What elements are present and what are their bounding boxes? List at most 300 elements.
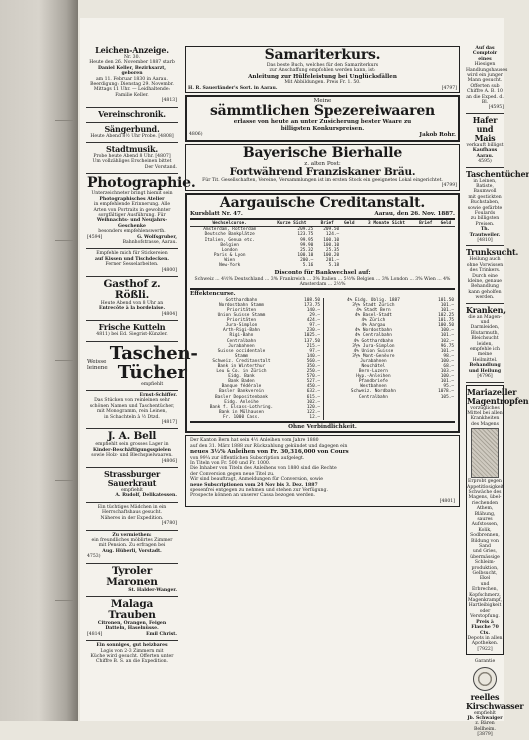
- text-line: Sodbrennen, Bildung von Sand: [470, 533, 500, 549]
- security-name: Bank in Winterthur: [217, 363, 266, 369]
- text-line: Unterzeichneter bringt hiemit sein: [91, 191, 173, 197]
- text-line: Ein tüchtiges Mädchen in ein: [97, 504, 167, 510]
- text-line: erlasse von heute an unter Zusicherung bester Waare zu: [233, 119, 412, 126]
- security-price: 173.75: [304, 302, 320, 308]
- security-name: 4% Centralbahn: [354, 333, 392, 339]
- security-price: 101.50: [438, 297, 454, 303]
- security-price: 101.—: [440, 333, 454, 339]
- kranken-title: Kranken,: [466, 304, 506, 315]
- text-line: empfiehlt: [473, 710, 497, 716]
- gasthof-ad: [86, 277, 178, 321]
- text-line: z. alten Post:: [304, 160, 341, 167]
- text-line: mit gestickten Buchstaben,: [468, 194, 502, 206]
- security-price: 95.—: [443, 384, 454, 390]
- security-name: 3½% Mont-Genèvre: [352, 353, 395, 359]
- text-line: in Leinen, Batiste, Baumwoll: [473, 178, 497, 195]
- stickerei-ad: [86, 249, 178, 277]
- security-price: 102.—: [306, 399, 320, 405]
- security-price: 101.—: [440, 307, 454, 313]
- security-price: 230.—: [306, 328, 320, 334]
- table-cell: Deutsche Bankplätze: [204, 232, 255, 238]
- sauerkraut-title: Strassburger Sauerkraut: [103, 469, 160, 489]
- advertiser-place: Bahnhofstrasse, Aarau.: [122, 239, 177, 245]
- vereinschronik-title: Vereinschronik.: [98, 108, 166, 119]
- table-cell: 200.—: [300, 257, 314, 263]
- text-line: Hiesigen Handlungshauses: [466, 62, 508, 73]
- security-price: 108.50: [304, 297, 320, 303]
- security-name: Gotthardbahn: [225, 297, 258, 303]
- security-name: Bank Baden: [228, 379, 255, 385]
- text-line: 4811) bei Ed. Siegrist-Künzler.: [96, 332, 168, 338]
- text-line: Herrschaftshaus gesucht.: [102, 510, 162, 516]
- text-line: kleine, genaue Behandlung: [467, 279, 503, 290]
- maedchen-ad: [86, 503, 178, 531]
- security-price: 101.—: [440, 379, 454, 385]
- security-name: Jura-Simplon: [225, 323, 258, 329]
- security-price: 140.—: [306, 307, 320, 313]
- text-line: mit Pension. Zu erfragen bei: [98, 543, 166, 549]
- disclaimer: Ohne Verbindlichkeit.: [288, 424, 357, 430]
- text-line: Der Vorstand.: [144, 164, 177, 170]
- death-notice-text: [87, 60, 177, 103]
- text-line: Empfehle mich für Stickereien: [96, 251, 168, 257]
- text-line: oder Verstopfung.: [470, 608, 500, 620]
- security-name: 4% Zürich: [361, 318, 386, 324]
- text-line: am 11. Februar 1830 in Aarau.: [96, 76, 168, 82]
- security-name: Union Suisse Stamm: [217, 313, 266, 319]
- security-name: Basler Bankverein: [218, 389, 264, 395]
- ad-code: [4806]: [161, 458, 177, 464]
- text-line: vorzügliches Mittel bei allen Krankheiten des Magens: [467, 405, 503, 427]
- comptoir-ad: [466, 44, 508, 114]
- empty-cell: [358, 263, 414, 268]
- seal-icon: [473, 667, 497, 691]
- text-line: Offerten sub Chiffre A. B. 10: [467, 83, 503, 95]
- text-line: Daniel Keller, Bezirksarzt, geboren: [98, 65, 166, 77]
- text-line: Depots in allen Apotheken.: [467, 635, 503, 647]
- security-name: Prioritäten: [226, 318, 256, 324]
- text-line: leiden, empfehle ich: [469, 341, 501, 353]
- mariazeller-title: Mariazeller Magentropfen: [467, 386, 529, 406]
- text-line: Logis von 2-3 Zimmern mit: [100, 648, 164, 654]
- text-line: auf den 31. März 1888 zur Rückzahlung gekündet und dagegen ein: [190, 443, 348, 449]
- text-line: auf Kissen und Tischdecken.: [94, 256, 170, 262]
- security-price: 122.—: [306, 409, 320, 415]
- ad-code: [4595]: [488, 105, 504, 111]
- security-price: 424.—: [306, 318, 320, 324]
- disconto-title: Disconto für Bankwechsel auf:: [274, 270, 371, 277]
- text-line: Schwäche des Magens, übel-: [468, 489, 502, 501]
- security-price: 102.—: [440, 338, 454, 344]
- text-line: Erprobt gegen Appetitlosigkeit: [467, 479, 504, 490]
- malaga-title: Malaga Trauben: [108, 597, 156, 621]
- table-cell: 100.10: [323, 242, 340, 248]
- security-name: Fr. 1000 Cass.: [222, 414, 260, 420]
- bierhalle-title: Bayerische Bierhalle: [242, 144, 403, 161]
- advertiser-name: H. R. Sauerländer's Sort. in Aarau.: [188, 85, 278, 91]
- text-line: Prospecte können an unserer Cassa bezogen werden.: [190, 493, 316, 499]
- text-line: verkauft billigst: [466, 142, 504, 148]
- kutteln-ad: [86, 321, 178, 341]
- text-line: des Trinkers. Durch eine: [469, 268, 501, 279]
- gasthof-title: Gasthof z. Rößli.: [103, 277, 161, 301]
- death-notice-title: Leichen-Anzeige.: [95, 45, 169, 55]
- security-name: Westbahnen: [360, 384, 387, 390]
- text-line: empfiehlt sein grosses Lager in: [95, 442, 169, 448]
- security-name: Rigi-Bahn: [229, 333, 254, 339]
- text-line: Probe heute Abend 8 Uhr. [4807]: [93, 154, 171, 160]
- table-header: Brief: [314, 221, 340, 227]
- security-name: Stamm: [234, 353, 249, 359]
- table-cell: Wien: [224, 257, 235, 263]
- spezerei-ad: [185, 95, 460, 142]
- security-price: 350.—: [306, 363, 320, 369]
- table-cell: 25.32: [300, 247, 314, 253]
- security-price: 29.—: [309, 313, 320, 319]
- security-price: 527.—: [306, 379, 320, 385]
- security-price: 12.—: [309, 414, 320, 420]
- advertiser-name: Emil Christ.: [146, 631, 177, 637]
- kutteln-title: Frische Kutteln: [98, 322, 166, 333]
- ad-code: [4817]: [161, 420, 177, 426]
- ad-code: 4806): [189, 132, 203, 138]
- advertiser-name: Jakob Rohr.: [419, 132, 456, 139]
- text-line: Kinder-Beschäftigungsspielen: [92, 447, 172, 453]
- mariazeller-ad: [466, 385, 529, 656]
- security-price: 100.—: [440, 374, 454, 380]
- table-cell: 124.—: [325, 232, 340, 238]
- ad-code: [4797]: [441, 85, 457, 91]
- table-header: Geld: [340, 221, 358, 227]
- table-cell: 25.35: [325, 247, 340, 253]
- table-cell: 209.50: [323, 227, 340, 233]
- text-line: zu billigsten Preisen.: [470, 216, 500, 227]
- security-name: Jurabahnen: [360, 358, 387, 364]
- security-name: Prioritäten: [226, 307, 256, 313]
- security-name: Suisse occidentale: [217, 348, 266, 354]
- security-price: 102.25: [438, 313, 454, 319]
- table-cell: Amsterdam, Rotterdam: [203, 227, 257, 233]
- table-cell: 5.16: [302, 263, 314, 269]
- security-price: 560.—: [306, 358, 320, 364]
- text-line: saures Aufstossen, Kolik,: [471, 516, 499, 533]
- vermiethen-title: Zu vermiethen:: [112, 532, 152, 538]
- effektencurse-title: Effektencurse.: [190, 291, 236, 298]
- security-name: Jurabahnen: [228, 343, 255, 349]
- medicine-bottle-illustration: [471, 428, 499, 478]
- security-price: 632.—: [306, 389, 320, 395]
- security-price: 1078.—: [438, 389, 454, 395]
- ad-code: [4801]: [439, 498, 455, 504]
- text-line: Familie Keller.: [115, 92, 149, 98]
- text-line: und Erbrechen, Kopfschmerz,: [469, 581, 501, 598]
- security-name: 4% Aargau: [361, 323, 386, 329]
- advertiser-place: z. Bären Bellheim.: [474, 721, 496, 732]
- security-name: Nordostbahn Stamm: [218, 302, 264, 308]
- text-line: Das Stücken von reinleinen sehr: [94, 398, 170, 404]
- ad-code: [4780]: [161, 521, 177, 527]
- text-line: Mittags 11 Uhr. — Leidhaltende:: [93, 87, 171, 93]
- security-name: Bank in Mülhausen: [218, 409, 264, 415]
- effektencurse-tables: [190, 298, 455, 420]
- security-name: 4% Stadt Bern: [356, 307, 391, 313]
- security-price: 101.75: [438, 318, 454, 324]
- table-row: [190, 263, 455, 268]
- security-price: 96.75: [440, 343, 454, 349]
- text-line: in Schachteln à ½ Dtzd.: [104, 414, 160, 420]
- text-line: Die Inhaber von Titeln des Anleihens von 1880 sind die Rechte: [190, 466, 337, 472]
- text-line: mit Monogramm, rein Leinen,: [97, 409, 167, 415]
- bierhalle-ad: [185, 144, 460, 191]
- security-price: 105.—: [440, 394, 454, 400]
- table-header: 3 Monate Sicht: [358, 221, 414, 227]
- table-header: Wechselcurse.: [190, 221, 269, 227]
- text-line: empfiehlt: [120, 488, 144, 494]
- saengerbund-title: Sängerbund.: [104, 123, 160, 134]
- advertiser-name: Th. Trautweiler.: [469, 227, 501, 238]
- text-line: Ein sonniges, gut heizbares: [96, 643, 168, 649]
- text-line: ein freundliches möblirtes Zimmer: [91, 537, 173, 543]
- text-line: Ferner Sesselarbeiten.: [105, 262, 159, 268]
- ad-code: [4810]: [477, 237, 493, 243]
- security-name: Pfandbriefe: [358, 379, 388, 385]
- bierhalle-offer: Fortwährend Franziskaner Bräu.: [229, 166, 416, 179]
- samariterkurs-ad: [185, 46, 460, 93]
- wechselcurse-table: [190, 221, 455, 268]
- text-line: Weihnachts- und Neujahrs-Geschenke: [96, 218, 168, 229]
- taschentuecher-details: [86, 391, 178, 429]
- ad-code: [4804]: [161, 311, 177, 317]
- security-name: Neuchâtel: [361, 363, 386, 369]
- table-cell: 209.25: [297, 227, 314, 233]
- logis-ad: [86, 641, 178, 668]
- table-header: Geld: [437, 221, 455, 227]
- stadtmusik-title: Stadtmusik.: [106, 144, 158, 155]
- security-name: Schweiz. Creditanstalt: [212, 358, 271, 364]
- table-cell: Italien, Genua etc.: [204, 237, 255, 243]
- tyroler-ad: [86, 564, 178, 597]
- taschentuecher-right-title: Taschentücher: [466, 168, 529, 179]
- newspaper-page: [80, 18, 529, 738]
- security-name: 4% Basel-Stadt: [354, 313, 392, 319]
- trunksucht-title: Trunksucht.: [466, 247, 519, 258]
- security-price: 68.—: [443, 363, 454, 369]
- table-cell: Paris & Lyon: [213, 252, 246, 258]
- security-price: 100.50: [438, 323, 454, 329]
- left-ad-column: [86, 44, 198, 716]
- text-line: Datteln, Haselnüsse.: [105, 626, 159, 632]
- security-name: 3½% Stadt Zürich: [352, 302, 395, 308]
- bell-ad: [86, 429, 178, 468]
- text-line: Arten von Portraits in gewohnter: [93, 207, 171, 213]
- stadtmusik-ad: [86, 143, 178, 174]
- kursblatt-number: Kursblatt Nr. 47.: [190, 210, 243, 217]
- text-line: Mit Abbildungen.: [284, 80, 325, 86]
- empty-cell: [415, 263, 437, 268]
- table-header: Brief: [415, 221, 437, 227]
- text-line: Photographisches Atelier: [99, 196, 165, 202]
- security-name: Arth-Rigi-Bahn: [222, 328, 260, 334]
- text-line: an die Exped. d. Bl.: [466, 94, 504, 106]
- text-line: Das beste Buch, welches für den Samariterkurs: [266, 63, 379, 68]
- security-name: Hyp.-Anleihen: [356, 374, 391, 380]
- ad-code: 4753): [87, 554, 101, 560]
- security-name: Centralbahn: [358, 394, 388, 400]
- security-price: 120.—: [306, 404, 320, 410]
- security-name: Eidg. Bank: [228, 374, 255, 380]
- kirschwasser-title: reelles: [470, 691, 500, 702]
- text-line: Chiffre B. S. an die Expedition.: [95, 659, 169, 665]
- book-title: Anleitung zur Hülfeleistung bei Unglücksfällen: [248, 73, 397, 80]
- bell-title: J. A. Bell: [107, 430, 157, 443]
- taschentuecher-right-ad: [466, 168, 529, 247]
- text-line: Heute Abend 8½ Uhr Probe. [4808]: [90, 133, 174, 139]
- text-line: Wir sind beauftragt, Anmeldungen für Conversion, sowie: [190, 477, 324, 483]
- taschentuecher-ad: [86, 342, 198, 391]
- text-line: produktion, Gelbsucht, Ekel: [471, 565, 499, 582]
- text-line: in empfehlende Erinnerung. Alle: [93, 202, 171, 208]
- security-price: 100.—: [440, 328, 454, 334]
- saengerbund-ad: [86, 123, 178, 143]
- ad-code: [7922]: [477, 646, 493, 652]
- security-name: 4% Nordostbahn: [354, 328, 392, 334]
- table-cell: 201.—: [325, 257, 340, 263]
- text-line: Der Kanton Bern hat sein 4½ Anleihen vom Jahre 1880: [190, 438, 319, 444]
- security-name: Bank f. Elsass-Lothring.: [209, 404, 274, 410]
- right-ad-column: [466, 44, 529, 738]
- advertiser-name: St. Halder-Wanger.: [128, 587, 177, 593]
- table-cell: 123.75: [297, 232, 314, 238]
- text-line: Garantie: [474, 659, 496, 665]
- security-price: 98.—: [443, 353, 454, 359]
- security-price: 250.—: [306, 369, 320, 375]
- security-name: 4% Gotthardbahn: [353, 338, 394, 344]
- effekt-table-left: [190, 298, 321, 420]
- text-line: meine Heilmittel.: [472, 352, 498, 363]
- kirschwasser-ad: [466, 657, 524, 739]
- security-name: Banque fédérale: [221, 384, 262, 390]
- advertiser-name: Kaufhaus Aarau.: [472, 148, 498, 159]
- table-cell: London: [221, 247, 238, 253]
- security-price: 450.—: [306, 384, 320, 390]
- text-line: Citronen, Orangen, Feigen: [97, 620, 167, 626]
- vereinschronik: [86, 108, 178, 123]
- photographie-ad: [86, 174, 196, 249]
- text-line: Für Tit. Gesellschaften, Vereine, Versammlungen ist im ersten Stock ein geeignetes Lokal eingerichtet.: [202, 178, 443, 184]
- text-line: In Titeln von Fr. 500 und Fr. 1000.: [190, 461, 271, 467]
- ad-code: [4800]: [161, 267, 177, 273]
- text-line: die an Magen- und Darmleiden,: [468, 314, 502, 331]
- tyroler-title: Tyroler Maronen: [106, 564, 158, 588]
- kirschwasser-title-2: Kirschwasser: [466, 700, 524, 711]
- malaga-ad: [86, 597, 178, 641]
- security-price: 615.—: [306, 394, 320, 400]
- security-price: 101.—: [440, 348, 454, 354]
- security-price: 140.—: [306, 353, 320, 359]
- table-cell: 99.95: [300, 237, 314, 243]
- table-cell: 99.90: [300, 242, 314, 248]
- text-line: von 99¼ zur öffentlichen Subscription aufgelegt.: [190, 455, 305, 461]
- trunksucht-ad: [466, 246, 519, 303]
- text-line: Beerdigung: Dienstag 29. Novembr.: [90, 82, 174, 88]
- text-line: und Gries, übermässige Schleim-: [470, 549, 500, 566]
- death-notice-number: Nr. 30.: [124, 55, 140, 60]
- ad-code: [4796]: [477, 374, 493, 380]
- book-binding-edge: [0, 0, 78, 721]
- text-line: der Conversion gegen neue Titel zu.: [190, 471, 275, 477]
- security-name: Centralbahn: [226, 338, 256, 344]
- text-line: Heute Abend von 8 Uhr an: [100, 300, 164, 306]
- hafer-title: Hafer und Mais: [472, 114, 498, 143]
- ad-code: 4595): [478, 159, 492, 165]
- security-price: 215.—: [306, 343, 320, 349]
- creditanstalt-kursblatt: [185, 193, 460, 434]
- table-cell: 100.20: [323, 252, 340, 258]
- table-cell: New-York: [219, 263, 241, 269]
- death-notice: [86, 44, 178, 108]
- table-row: [324, 395, 455, 400]
- security-price: 100.—: [440, 358, 454, 364]
- kanton-bern-ad: [185, 435, 460, 507]
- text-line: Heute den 26. November 1887 starb: [89, 60, 175, 66]
- security-name: 3½% Jura-Simplon: [352, 343, 395, 349]
- security-name: Leu & Co. in Zürich: [216, 369, 267, 375]
- text-line: schönen Namen und Taschentücher,: [89, 403, 175, 409]
- advertiser-name: G. Wolfsgruber,: [137, 234, 177, 240]
- text-line: Weisse: [87, 358, 107, 365]
- security-name: Schweiz. Nordbahn: [350, 389, 396, 395]
- text-line: Auf das Comptoir eines: [472, 46, 498, 62]
- text-line: billigsten Konkurspreisen.: [280, 125, 365, 132]
- text-line: Aug. Hüberli, Vorstadt.: [102, 548, 162, 554]
- security-price: 97.—: [309, 323, 320, 329]
- disconto-rates: Schweiz ... 4½% Deutschland ... 3% Frankreich ... 3% Italien ... 5½% Belgien ... 3% London ... 3% Wien ... 4% Amsterdam ... 2½%: [194, 276, 451, 287]
- vermiethen-ad: [86, 531, 178, 564]
- security-price: 101.—: [440, 302, 454, 308]
- advertiser-name: A. Rudolf, Delikatessen.: [115, 493, 177, 499]
- text-line: wird ein junger Mann gesucht.: [467, 73, 503, 84]
- text-line: Näheres in der Expedition.: [100, 515, 164, 521]
- table-row: [190, 415, 321, 420]
- advertiser-name: Jb. Schwaiger: [467, 715, 503, 721]
- ad-code: [3879]: [477, 732, 493, 738]
- taschentuecher-title: Taschen-Tücher: [109, 342, 198, 383]
- text-line: sorgfältiger Ausführung. Für: [98, 212, 166, 218]
- table-header: Kurze Sicht: [269, 221, 314, 227]
- ad-code: [4813]: [161, 98, 177, 104]
- effekt-table-right: [324, 298, 455, 400]
- kranken-ad: [466, 304, 504, 383]
- empty-cell: [340, 263, 358, 268]
- advertiser-name: Ernst-Schiffer.: [139, 393, 177, 398]
- text-line: sowie Holz- und Blechspielwaaren.: [91, 453, 173, 459]
- security-price: 103.—: [440, 369, 454, 375]
- text-line: neues 3½% Anleihen von Fr. 30,316,000 von Cours: [190, 449, 349, 456]
- photographie-title: Photographie.: [87, 175, 196, 192]
- hafer-ad: [466, 114, 504, 168]
- price: Preis à Flasche 70 Cts.: [471, 619, 499, 636]
- ad-code: [4814]: [87, 631, 103, 637]
- table-cell: Belgien: [220, 242, 239, 248]
- spezerei-title: sämmtlichen Spezereiwaaren: [209, 103, 436, 120]
- table-cell: 100.10: [323, 237, 340, 243]
- sauerkraut-ad: [86, 468, 178, 503]
- kursblatt-date: Aarau, den 26. Nov. 1887.: [374, 210, 455, 217]
- middle-column: [184, 44, 461, 719]
- security-price: 1025.—: [304, 333, 320, 339]
- text-line: Behandlung und Heilung: [468, 363, 502, 374]
- security-price: 137.50: [304, 338, 320, 344]
